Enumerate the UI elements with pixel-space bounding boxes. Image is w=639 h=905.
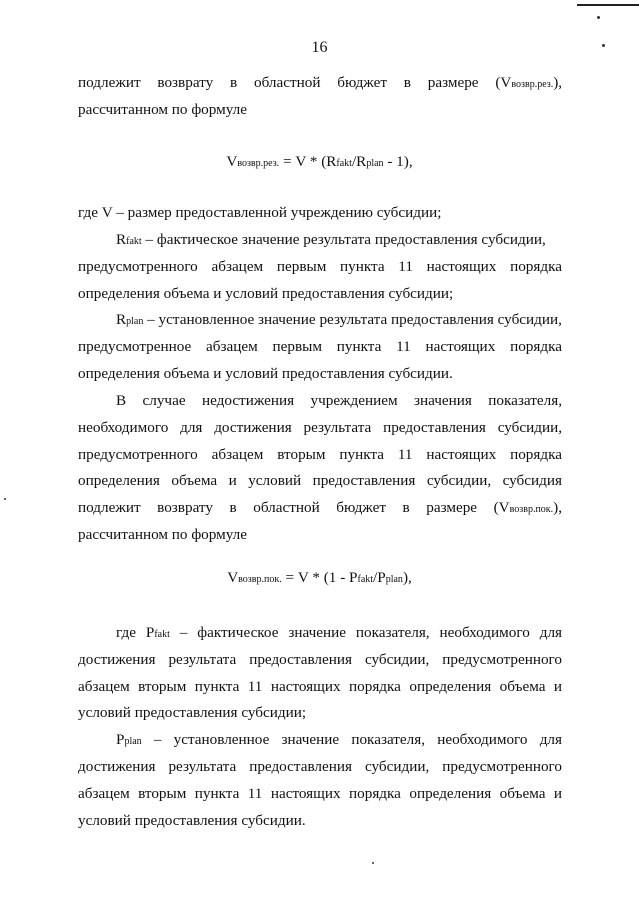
paragraph-line: Pplan – установленное значение показателя, необходимого для — [116, 731, 562, 748]
scan-speck — [597, 16, 600, 19]
paragraph-line: рассчитанном по формуле — [78, 526, 247, 543]
paragraph-line: условий предоставления субсидии; — [78, 704, 307, 721]
scan-edge-line — [577, 4, 639, 6]
scan-speck — [4, 498, 6, 500]
paragraph-line: рассчитанном по формуле — [78, 101, 247, 118]
paragraph-line: В случае недостижения учреждением значения показателя, — [116, 392, 562, 409]
formula-return-result: Vвозвр.рез. = V * (Rfakt/Rplan - 1), — [226, 153, 413, 170]
paragraph-line: определения объема и условий предоставления субсидии, субсидия — [78, 472, 562, 489]
paragraph-line: необходимого для достижения результата предоставления субсидии, — [78, 419, 562, 436]
paragraph-line: определения объема и условий предоставления субсидии; — [78, 285, 454, 302]
paragraph-line: достижения результата предоставления субсидии, предусмотренного — [78, 651, 562, 668]
paragraph-line: условий предоставления субсидии. — [78, 812, 306, 829]
paragraph-line: Rfakt – фактическое значение результата предоставления субсидии, — [116, 231, 546, 248]
paragraph-line: предусмотренное абзацем первым пункта 11 настоящих порядка — [78, 338, 562, 355]
paragraph-line: подлежит возврату в областной бюджет в размере (Vвозвр.пок.), — [78, 499, 562, 516]
page-number: 16 — [311, 39, 328, 56]
paragraph-line: предусмотренного абзацем вторым пункта 11 настоящих порядка — [78, 446, 562, 463]
paragraph-line: абзацем вторым пункта 11 настоящих порядка определения объема и — [78, 785, 562, 802]
paragraph-line: абзацем вторым пункта 11 настоящих порядка определения объема и — [78, 678, 562, 695]
formula-return-indicator: Vвозвр.пок. = V * (1 - Pfakt/Pplan), — [227, 569, 412, 586]
paragraph-line: Rplan – установленное значение результата предоставления субсидии, — [116, 311, 562, 328]
paragraph-line: подлежит возврату в областной бюджет в размере (Vвозвр.рез.), — [78, 74, 562, 91]
paragraph-line: где Pfakt – фактическое значение показателя, необходимого для — [116, 624, 562, 641]
paragraph-line: достижения результата предоставления субсидии, предусмотренного — [78, 758, 562, 775]
paragraph-line: предусмотренного абзацем первым пункта 11 настоящих порядка — [78, 258, 562, 275]
paragraph-line: где V – размер предоставленной учреждению субсидии; — [78, 204, 442, 221]
scan-speck — [372, 862, 374, 864]
paragraph-line: определения объема и условий предоставления субсидии. — [78, 365, 453, 382]
